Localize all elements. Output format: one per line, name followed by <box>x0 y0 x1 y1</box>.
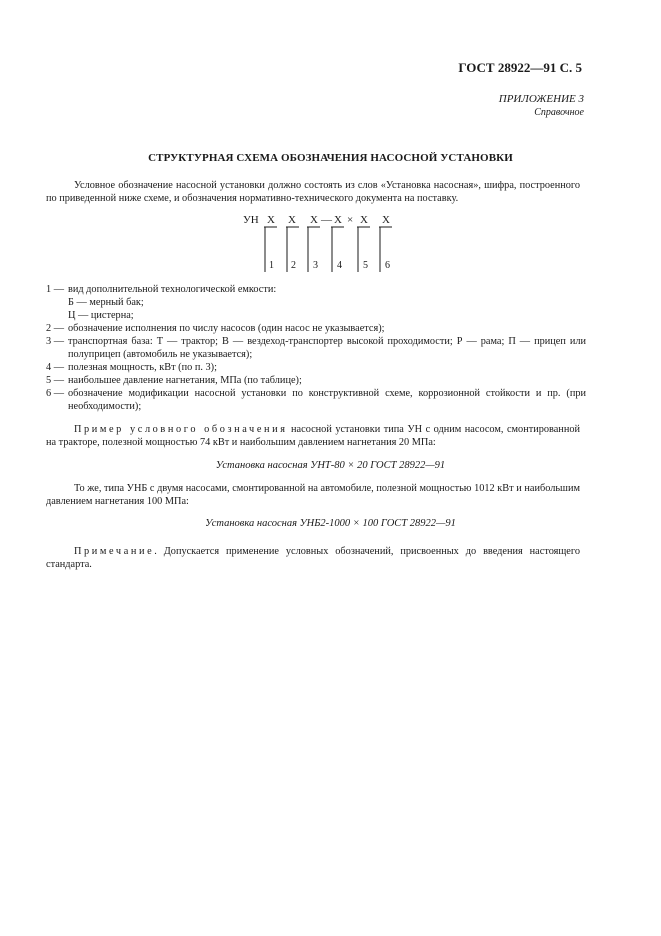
note-text: . Допускается применение условных обозначений, присвоенных до введения настоящего стандарта. <box>46 546 580 570</box>
section-title: СТРУКТУРНАЯ СХЕМА ОБОЗНАЧЕНИЯ НАСОСНОЙ УСТАНОВКИ <box>148 152 513 164</box>
scheme-leader-lines <box>264 227 392 272</box>
note-lead: Примечание <box>74 546 155 557</box>
scheme-number-1: 1 <box>269 260 274 271</box>
legend-subitem-b: Б — мерный бак; <box>68 297 144 308</box>
scheme-field-4: X <box>334 214 342 226</box>
scheme-field-1: X <box>267 214 275 226</box>
legend-text: обозначение модификации насосной установки по конструктивной схеме, коррозионной стойкости и пр. (при необходимости); <box>68 388 586 412</box>
example-2-designation: Установка насосная УНБ2-1000 × 100 ГОСТ 28922—91 <box>205 518 456 529</box>
scheme-prefix: УН <box>243 214 259 226</box>
example-1-paragraph <box>46 423 580 449</box>
legend-item-1 <box>46 283 586 296</box>
scheme-number-2: 2 <box>291 260 296 271</box>
appendix-block <box>0 92 584 120</box>
scheme-dash: — <box>321 214 332 226</box>
example-1-text: насосной установки типа УН с одним насосом, смонтированной на тракторе, полезной мощностью 74 кВт и наибольшим давлением нагнетания 20 МПа: <box>46 424 580 448</box>
example-1-designation: Установка насосная УНТ-80 × 20 ГОСТ 28922—91 <box>215 460 446 471</box>
appendix-label: ПРИЛОЖЕНИЕ 3 <box>498 93 584 105</box>
legend-subitem-ts: Ц — цистерна; <box>68 310 134 321</box>
legend-number: 6 — <box>46 388 65 399</box>
intro-paragraph: Условное обозначение насосной установки должно состоять из слов «Установка насосная», шифра, построенного по приведенной ниже схеме, и обозначения нормативно-технического документа на поставку. <box>46 180 580 204</box>
legend-number: 4 — <box>46 362 65 373</box>
legend-number: 3 — <box>46 336 65 347</box>
legend-text: наибольшее давление нагнетания, МПа (по таблице); <box>68 375 302 386</box>
example-1-lead: Пример условного обозначения <box>74 424 288 435</box>
scheme-number-3: 3 <box>313 260 318 271</box>
legend-number: 2 — <box>46 323 65 334</box>
legend-item-5 <box>46 374 586 387</box>
legend-item-6 <box>46 387 586 413</box>
scheme-number-5: 5 <box>363 260 368 271</box>
legend-text: обозначение исполнения по числу насосов (один насос не указывается); <box>68 323 385 334</box>
scheme-number-4: 4 <box>337 260 342 271</box>
legend-list <box>46 283 586 413</box>
legend-number: 5 — <box>46 375 65 386</box>
example-2-paragraph: То же, типа УНБ с двумя насосами, смонтированной на автомобиле, полезной мощностью 1012 кВт и наибольшим давлением нагнетания 100 МПа: <box>46 483 580 507</box>
legend-item-2 <box>46 322 586 335</box>
scheme-number-6: 6 <box>385 260 390 271</box>
scheme-field-6: X <box>382 214 390 226</box>
scheme-field-2: X <box>288 214 296 226</box>
legend-item-3 <box>46 335 586 361</box>
legend-text: полезная мощность, кВт (по п. 3); <box>68 362 217 373</box>
note-paragraph <box>46 545 580 571</box>
legend-number: 1 — <box>46 284 65 295</box>
document-header: ГОСТ 28922—91 С. 5 <box>458 60 582 75</box>
appendix-kind: Справочное <box>534 107 584 118</box>
scheme-field-3: X <box>310 214 318 226</box>
legend-text: вид дополнительной технологической емкости: <box>68 284 277 295</box>
designation-scheme <box>0 208 661 274</box>
scheme-field-5: X <box>360 214 368 226</box>
legend-item-4 <box>46 361 586 374</box>
legend-text: транспортная база: Т — трактор; В — вездеход-транспортер высокой проходимости; Р — рама; П — прицеп или полуприцеп (автомобиль не указывается); <box>68 336 586 360</box>
scheme-times: × <box>347 214 354 226</box>
